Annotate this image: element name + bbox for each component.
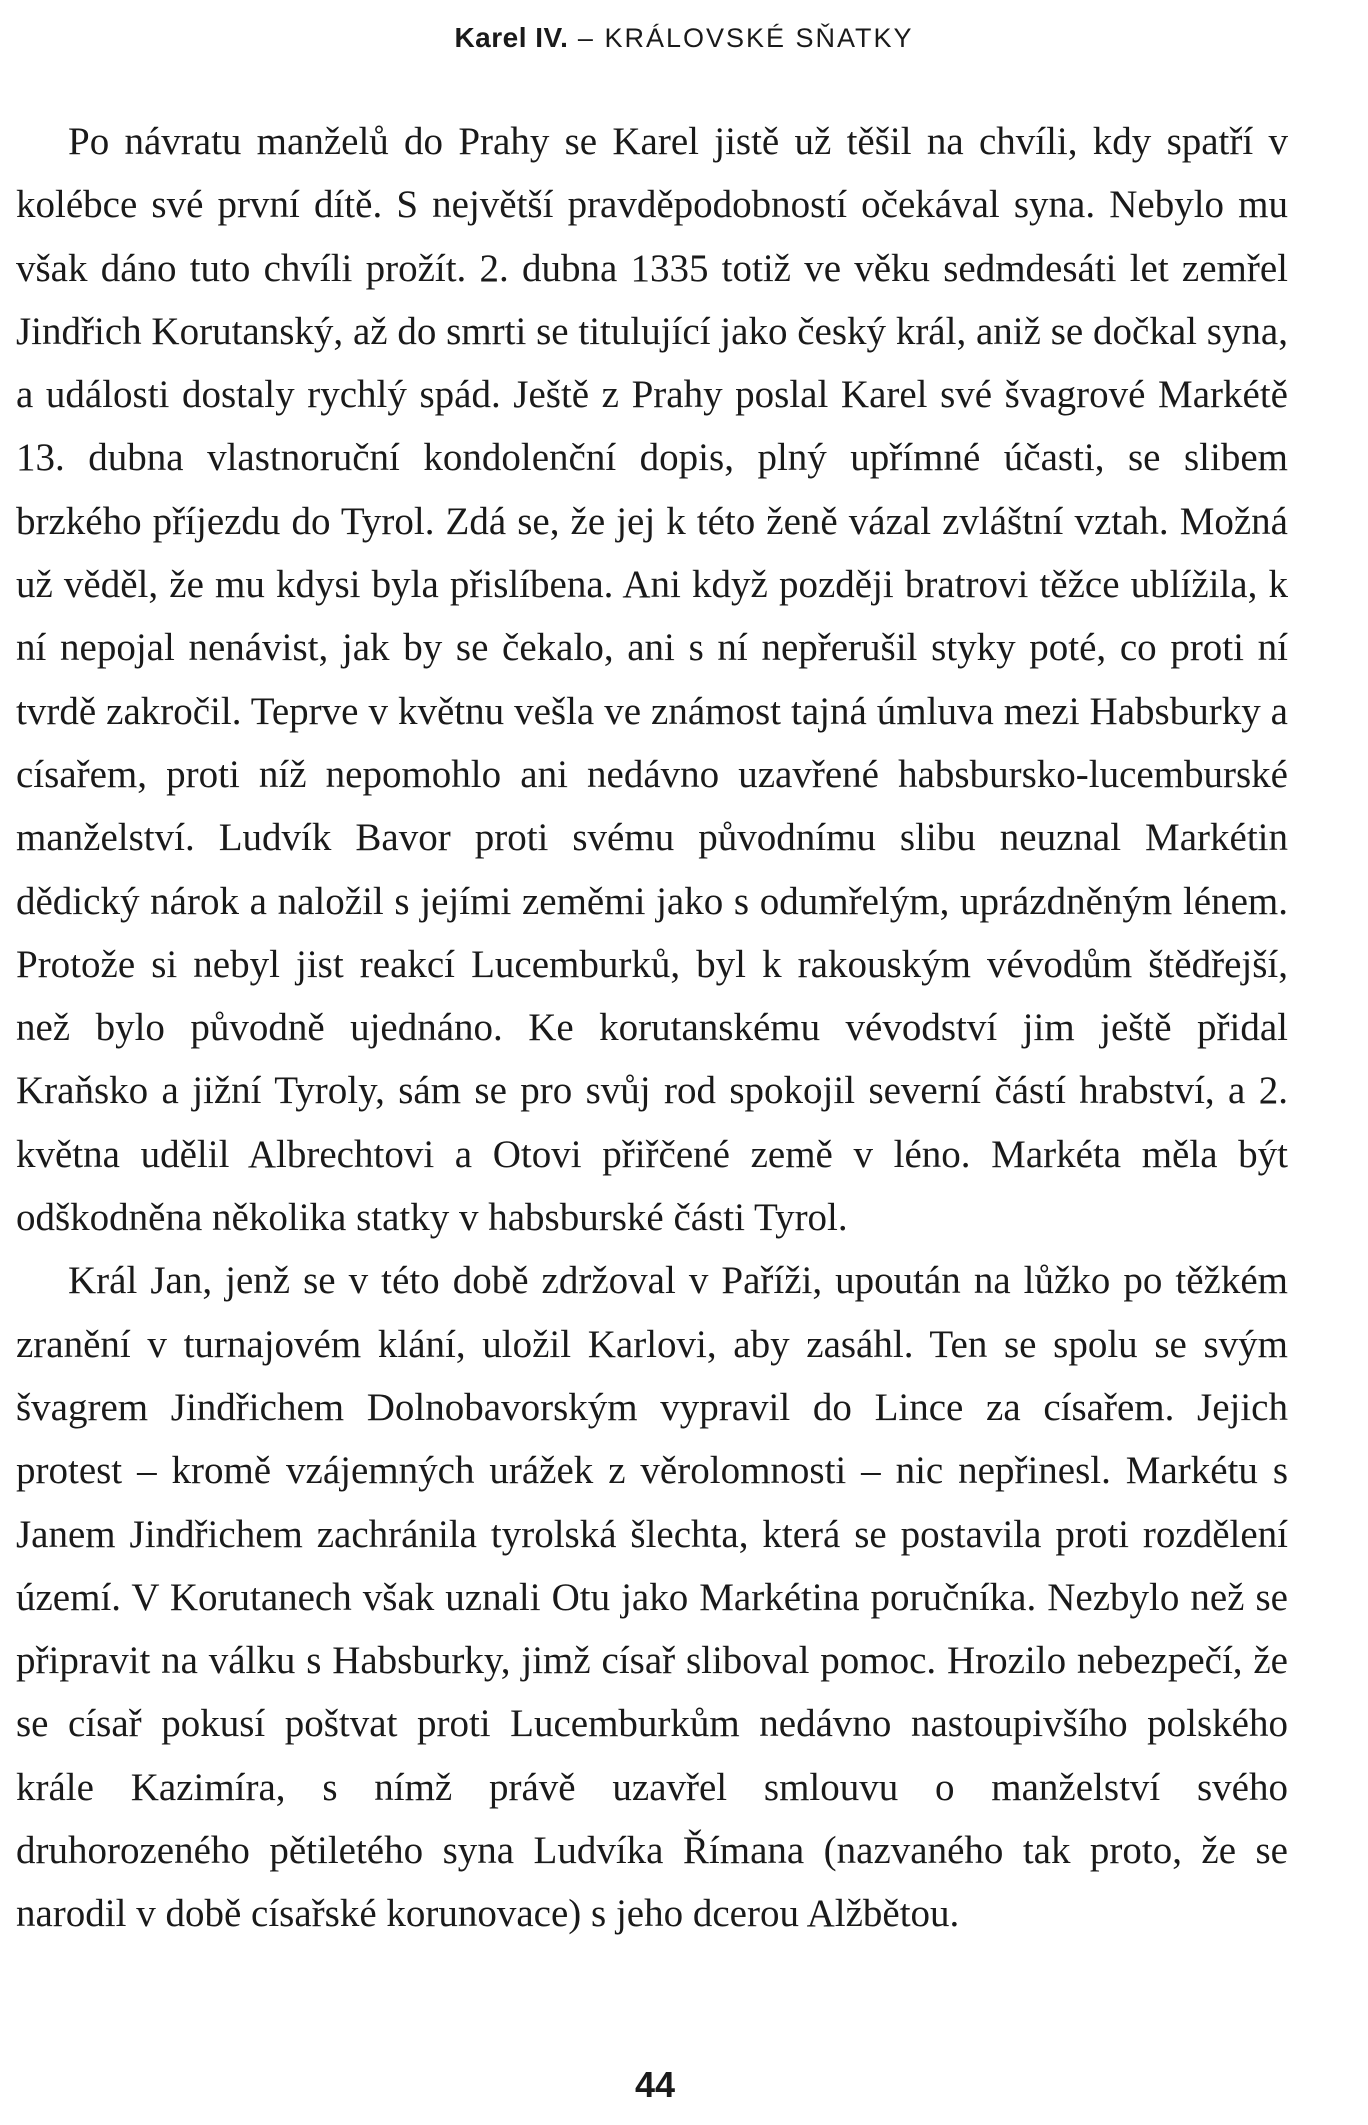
header-author: Karel IV.: [454, 22, 569, 53]
header-separator: –: [568, 23, 605, 53]
header-chapter-title: KRÁLOVSKÉ SŇATKY: [604, 23, 914, 53]
running-head: [0, 18, 1368, 58]
paragraph-1: Po návratu manželů do Prahy se Karel jistě už těšil na chvíli, kdy spatří v kolébce své první dítě. S největší pravděpodobností očekával syna. Nebylo mu však dáno tuto chvíli prožít. 2. dubna 1335 totiž ve věku sedmdesáti let zemřel Jindřich Korutanský, až do smrti se titulující jako český král, aniž se dočkal syna, a události dostaly rychlý spád. Ještě z Prahy poslal Karel své švagrové Markétě 13. dubna vlastnoruční kondolenční dopis, plný upřímné účasti, se slibem brzkého příjezdu do Tyrol. Zdá se, že jej k této ženě vázal zvláštní vztah. Možná už věděl, že mu kdysi byla přislíbena. Ani když později bratrovi těžce ublížila, k ní nepojal nenávist, jak by se čekalo, ani s ní nepřerušil styky poté, co proti ní tvrdě zakročil. Teprve v květnu vešla ve známost tajná úmluva mezi Habsburky a císařem, proti níž nepomohlo ani nedávno uzavřené habsbursko-lucemburské manželství. Ludvík Bavor proti svému původnímu slibu neuznal Markétin dědický nárok a naložil s jejími zeměmi jako s odumřelým, uprázdněným lénem. Protože si nebyl jist reakcí Lucemburků, byl k rakouským vévodům štědřejší, než bylo původně ujednáno. Ke korutanskému vévodství jim ještě přidal Kraňsko a jižní Tyroly, sám se pro svůj rod spokojil severní částí hrabství, a 2. května udělil Albrechtovi a Otovi přiřčené země v léno. Markéta měla být odškodněna několika statky v habsburské části Tyrol.: [16, 120, 1288, 1240]
paragraph-2: Král Jan, jenž se v této době zdržoval v Paříži, upoután na lůžko po těžkém zranění v turnajovém klání, uložil Karlovi, aby zasáhl. Ten se spolu se svým švagrem Jindřichem Dolnobavorským vypravil do Lince za císařem. Jejich protest – kromě vzájemných urážek z věrolomnosti – nic nepřinesl. Markétu s Janem Jindřichem zachránila tyrolská šlechta, která se postavila proti rozdělení území. V Korutanech však uznali Otu jako Markétina poručníka. Nezbylo než se připravit na válku s Habsburky, jimž císař sliboval pomoc. Hrozilo nebezpečí, že se císař pokusí poštvat proti Lucemburkům nedávno nastoupivšího polského krále Kazimíra, s nímž právě uzavřel smlouvu o manželství svého druhorozeného pětiletého syna Ludvíka Římana (nazvaného tak proto, že se narodil v době císařské korunovace) s jeho dcerou Alžbětou.: [16, 1259, 1288, 1936]
page-number: 44: [634, 2064, 676, 2105]
body-text: [16, 110, 1288, 1946]
